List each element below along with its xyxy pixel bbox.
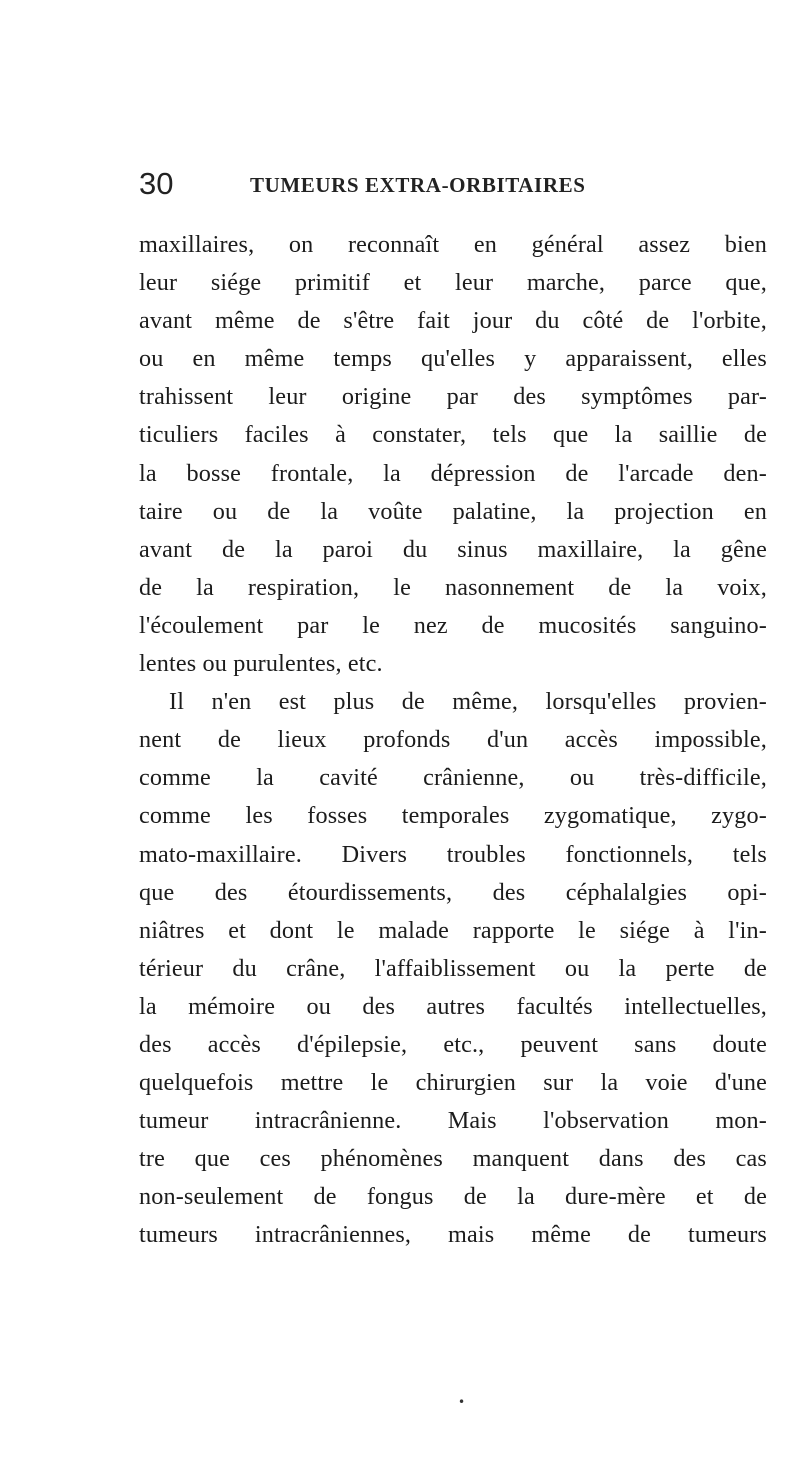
text-line: ou en même temps qu'elles y apparaissent, elles (139, 345, 767, 373)
text-line: que des étourdissements, des céphalalgies opi- (139, 878, 767, 906)
text-line: de la respiration, le nasonnement de la voix, (139, 573, 767, 601)
paragraph-start-line: Il n'en est plus de même, lorsqu'elles provien- (169, 688, 767, 716)
text-line: leur siége primitif et leur marche, parce que, (139, 269, 767, 297)
running-title: TUMEURS EXTRA-ORBITAIRES (250, 173, 586, 197)
text-line: trahissent leur origine par des symptômes par- (139, 383, 767, 411)
running-head (139, 166, 779, 208)
body-text (139, 226, 767, 1255)
text-line: des accès d'épilepsie, etc., peuvent sans doute (139, 1030, 767, 1058)
text-line: tumeurs intracrâniennes, mais même de tumeurs (139, 1221, 767, 1249)
text-line: non-seulement de fongus de la dure-mère et de (139, 1183, 767, 1211)
text-line: la mémoire ou des autres facultés intellectuelles, (139, 992, 767, 1020)
text-line: avant de la paroi du sinus maxillaire, la gêne (139, 535, 767, 563)
text-line: taire ou de la voûte palatine, la projection en (139, 497, 767, 525)
text-line: quelquefois mettre le chirurgien sur la voie d'une (139, 1069, 767, 1097)
text-line: nent de lieux profonds d'un accès impossible, (139, 726, 767, 754)
text-line: l'écoulement par le nez de mucosités sanguino- (139, 611, 767, 639)
text-line: avant même de s'être fait jour du côté de l'orbite, (139, 307, 767, 335)
text-line: tumeur intracrânienne. Mais l'observation mon- (139, 1107, 767, 1135)
text-line: mato-maxillaire. Divers troubles fonctionnels, tels (139, 840, 767, 868)
text-line: térieur du crâne, l'affaiblissement ou la perte de (139, 954, 767, 982)
page-number: 30 (139, 166, 174, 201)
text-line: la bosse frontale, la dépression de l'arcade den- (139, 459, 767, 487)
text-line: niâtres et dont le malade rapporte le siége à l'in- (139, 916, 767, 944)
text-line: tre que ces phénomènes manquent dans des cas (139, 1145, 767, 1173)
text-line: comme la cavité crânienne, ou très-difficile, (139, 764, 767, 792)
text-line: maxillaires, on reconnaît en général assez bien (139, 231, 767, 258)
print-speck: • (458, 1395, 466, 1409)
text-line: ticuliers faciles à constater, tels que la saillie de (139, 421, 767, 449)
paragraph-end-line: lentes ou purulentes, etc. (139, 650, 383, 678)
text-line: comme les fosses temporales zygomatique, zygo- (139, 802, 767, 830)
